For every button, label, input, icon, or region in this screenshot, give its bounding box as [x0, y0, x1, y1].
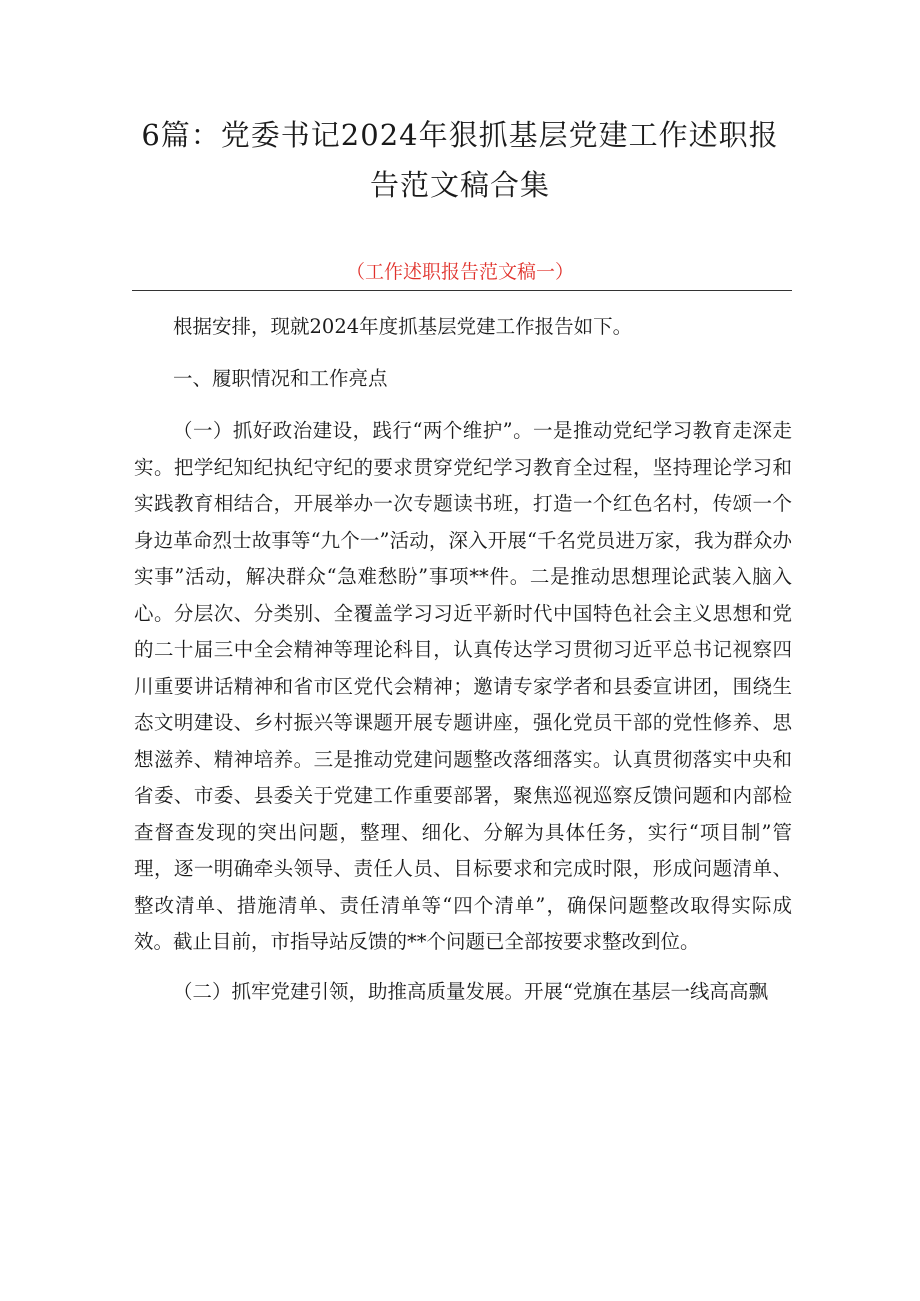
title-divider — [132, 290, 792, 291]
body-paragraph: （二）抓牢党建引领，助推高质量发展。开展“党旗在基层一线高高飘 — [173, 979, 768, 1003]
body-paragraph: （一）抓好政治建设，践行“两个维护”。一是推动党纪学习教育走深走实。把学纪知纪执纪守纪的要求贯穿党纪学习教育全过程，坚持理论学习和实践教育相结合，开展举办一次专题读书班，打造一个红色名村，传颂一个身边革命烈士故事等“九个一”活动，深入开展“千名党员进万家，我为群众办实事”活动，解决群众“急难愁盼”事项**件。二是推动思想理论武装入脑入心。分层次、分类别、全覆盖学习习近平新时代中国特色社会主义思想和党的二十届三中全会精神等理论科目，认真传达学习贯彻习近平总书记视察四川重要讲话精神和省市区党代会精神；邀请专家学者和县委宣讲团，围绕生态文明建设、乡村振兴等课题开展专题讲座，强化党员干部的党性修养、思想滋养、精神培养。三是推动党建问题整改落细落实。认真贯彻落实中央和省委、市委、县委关于党建工作重要部署，聚焦巡视巡察反馈问题和内部检查督查发现的突出问题，整理、细化、分解为具体任务，实行“项目制”管理，逐一明确牵头领导、责任人员、目标要求和完成时限，形成问题清单、整改清单、措施清单、责任清单等“四个清单”，确保问题整改取得实际成效。截止目前，市指导站反馈的**个问题已全部按要求整改到位。 — [134, 419, 792, 953]
intro-paragraph: 根据安排，现就2024年度抓基层党建工作报告如下。 — [173, 315, 633, 338]
document-subtitle: （工作述职报告范文稿一） — [345, 261, 574, 283]
section-heading: 一、履职情况和工作亮点 — [173, 367, 388, 390]
document-body — [134, 309, 792, 1023]
document-title: 6篇：党委书记2024年狠抓基层党建工作述职报告范文稿合集 — [141, 118, 779, 202]
